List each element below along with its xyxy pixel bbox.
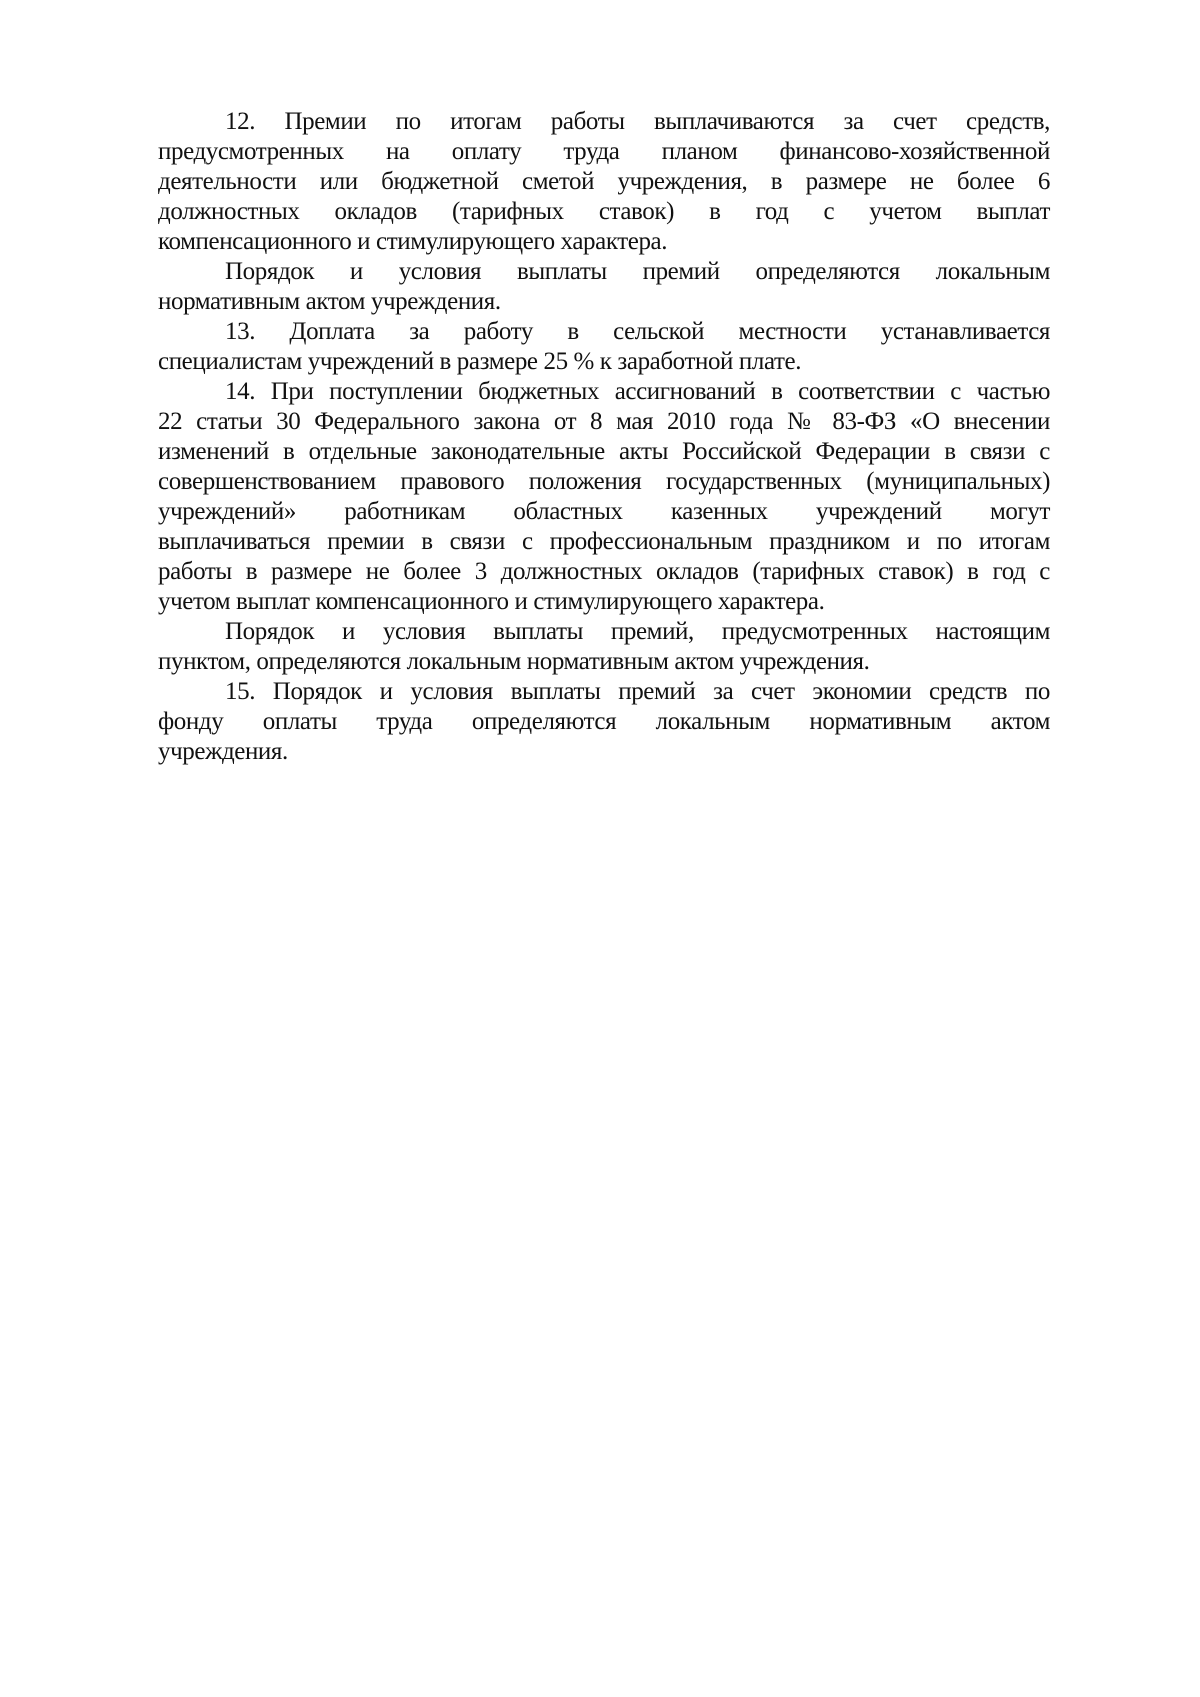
text-line: предусмотренных на оплату труда планом финансово-хозяйственной [158, 138, 1050, 165]
text-line: должностных окладов (тарифных ставок) в год с учетом выплат [158, 198, 1050, 225]
text-line: выплачиваться премии в связи с профессиональным праздником и по итогам [158, 528, 1050, 555]
paragraph [158, 377, 1050, 617]
paragraph [158, 617, 1050, 677]
text-line: 12. Премии по итогам работы выплачиваются за счет средств, [225, 108, 1050, 135]
text-line: компенсационного и стимулирующего характера. [158, 228, 668, 255]
text-line: нормативным актом учреждения. [158, 288, 501, 315]
text-line: фонду оплаты труда определяются локальным нормативным актом [158, 708, 1050, 735]
text-line: 13. Доплата за работу в сельской местности устанавливается [225, 318, 1050, 345]
text-line: Порядок и условия выплаты премий, предусмотренных настоящим [225, 618, 1050, 645]
paragraph [158, 317, 1050, 377]
text-line: 15. Порядок и условия выплаты премий за счет экономии средств по [225, 678, 1050, 705]
text-line: 14. При поступлении бюджетных ассигнований в соответствии с частью [225, 378, 1050, 405]
paragraph [158, 107, 1050, 257]
text-line: пунктом, определяются локальным нормативным актом учреждения. [158, 648, 870, 675]
text-line: учреждения. [158, 738, 288, 765]
paragraph [158, 257, 1050, 317]
text-line: учетом выплат компенсационного и стимулирующего характера. [158, 588, 825, 615]
document-page [158, 107, 1050, 767]
text-line: совершенствованием правового положения государственных (муниципальных) [158, 468, 1050, 495]
text-line: специалистам учреждений в размере 25 % к заработной плате. [158, 348, 802, 375]
text-line: 22 статьи 30 Федерального закона от 8 мая 2010 года № 83-ФЗ «О внесении [158, 408, 1050, 435]
text-line: работы в размере не более 3 должностных окладов (тарифных ставок) в год с [158, 558, 1050, 585]
text-line: Порядок и условия выплаты премий определяются локальным [225, 258, 1050, 285]
text-line: изменений в отдельные законодательные акты Российской Федерации в связи с [158, 438, 1050, 465]
text-line: деятельности или бюджетной сметой учреждения, в размере не более 6 [158, 168, 1050, 195]
text-line: учреждений» работникам областных казенных учреждений могут [158, 498, 1050, 525]
paragraph [158, 677, 1050, 767]
